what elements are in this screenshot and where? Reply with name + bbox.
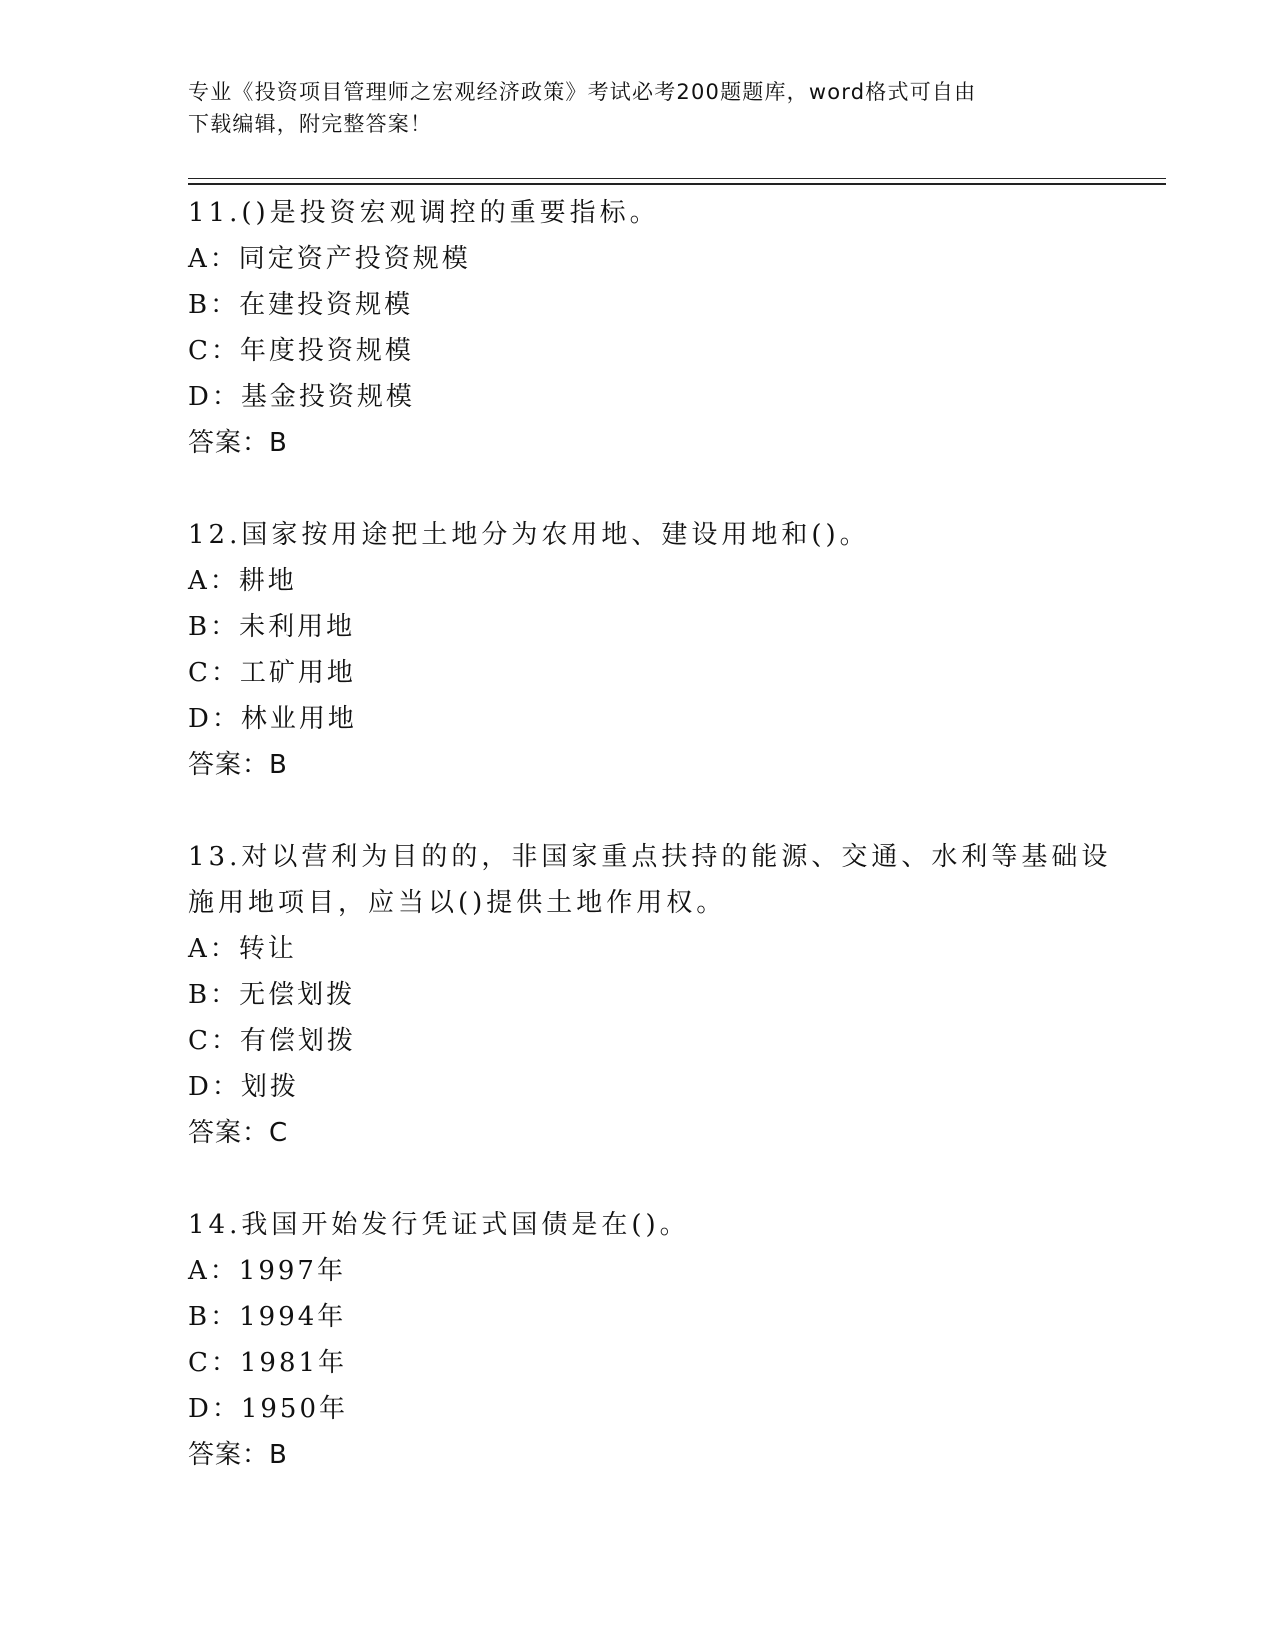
question-stem — [188, 190, 1158, 236]
option-b: B：未利用地 — [188, 612, 356, 642]
question-stem — [188, 834, 1158, 926]
option-d: D：林业用地 — [188, 704, 357, 734]
question-14 — [188, 1202, 1158, 1478]
question-list — [188, 190, 1158, 1478]
question-stem-line: 12.国家按用途把土地分为农用地、建设用地和()。 — [188, 520, 870, 550]
question-11 — [188, 190, 1158, 466]
answer-line: 答案：B — [188, 1440, 288, 1470]
question-spacer — [188, 1156, 1158, 1202]
question-13 — [188, 834, 1158, 1156]
question-spacer — [188, 466, 1158, 512]
option-a: A：耕地 — [188, 566, 297, 596]
answer-line: 答案：C — [188, 1118, 289, 1148]
option-a: A：1997年 — [188, 1256, 346, 1286]
option-b: B：在建投资规模 — [188, 290, 414, 320]
header-divider-bottom — [188, 183, 1166, 185]
header-line-1: 专业《投资项目管理师之宏观经济政策》考试必考200题题库，word格式可自由 — [188, 80, 977, 104]
question-spacer — [188, 788, 1158, 834]
header-divider-top — [188, 178, 1166, 179]
option-c: C：1981年 — [188, 1348, 348, 1378]
question-stem — [188, 1202, 1158, 1248]
option-c: C：工矿用地 — [188, 658, 356, 688]
answer-line: 答案：B — [188, 750, 288, 780]
question-stem-line: 14.我国开始发行凭证式国债是在()。 — [188, 1210, 690, 1240]
option-a: A：转让 — [188, 934, 297, 964]
option-c: C：年度投资规模 — [188, 336, 414, 366]
question-12 — [188, 512, 1158, 788]
option-d: D：1950年 — [188, 1394, 349, 1424]
option-c: C：有偿划拨 — [188, 1026, 356, 1056]
option-d: D：划拨 — [188, 1072, 299, 1102]
option-b: B：1994年 — [188, 1302, 347, 1332]
header-line-2: 下载编辑，附完整答案！ — [188, 112, 433, 136]
option-d: D：基金投资规模 — [188, 382, 415, 412]
question-stem-line: 施用地项目，应当以()提供土地作用权。 — [188, 888, 727, 918]
option-a: A：同定资产投资规模 — [188, 244, 471, 274]
option-b: B：无偿划拨 — [188, 980, 356, 1010]
question-stem-line: 11.()是投资宏观调控的重要指标。 — [188, 198, 660, 228]
question-stem — [188, 512, 1158, 558]
answer-line: 答案：B — [188, 428, 288, 458]
document-header — [188, 76, 1088, 140]
question-stem-line: 13.对以营利为目的的，非国家重点扶持的能源、交通、水利等基础设 — [188, 842, 1112, 872]
